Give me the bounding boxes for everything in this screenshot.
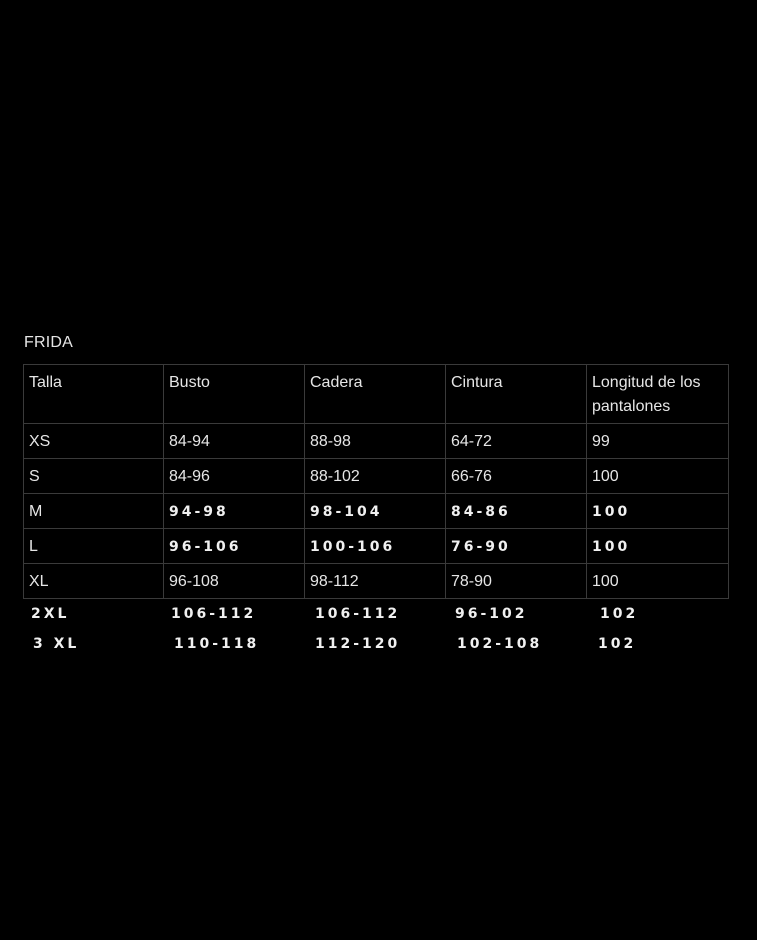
table-row	[24, 424, 729, 459]
chart-title: FRIDA	[24, 334, 73, 351]
table-row	[24, 529, 729, 564]
table-row	[24, 564, 729, 599]
cell-size: M	[24, 494, 164, 529]
cell-busto: 84-94	[164, 424, 305, 459]
cell-size: 2XL	[31, 606, 70, 622]
header-longitud: Longitud de los pantalones	[587, 365, 729, 424]
cell-longitud: 102	[598, 636, 637, 652]
cell-cadera: 98-112	[305, 564, 446, 599]
cell-cintura: 78-90	[446, 564, 587, 599]
cell-longitud: 99	[587, 424, 729, 459]
cell-cintura: 76-90	[446, 529, 587, 564]
cell-longitud: 100	[587, 494, 729, 529]
cell-busto: 96-108	[164, 564, 305, 599]
header-cintura: Cintura	[446, 365, 587, 424]
cell-cintura: 66-76	[446, 459, 587, 494]
table-row	[24, 494, 729, 529]
cell-busto: 96-106	[164, 529, 305, 564]
extra-row-2xl	[23, 606, 728, 632]
cell-cintura: 84-86	[446, 494, 587, 529]
cell-busto: 110-118	[174, 636, 260, 652]
size-table	[23, 364, 729, 599]
cell-longitud: 100	[587, 564, 729, 599]
cell-cadera: 100-106	[305, 529, 446, 564]
cell-longitud: 100	[587, 529, 729, 564]
header-busto: Busto	[164, 365, 305, 424]
extra-row-3xl	[23, 636, 728, 662]
header-cadera: Cadera	[305, 365, 446, 424]
cell-longitud: 100	[587, 459, 729, 494]
cell-cintura: 102-108	[457, 636, 543, 652]
cell-size: XS	[24, 424, 164, 459]
header-talla: Talla	[24, 365, 164, 424]
cell-longitud: 102	[600, 606, 639, 622]
cell-cadera: 88-98	[305, 424, 446, 459]
table-row	[24, 459, 729, 494]
cell-size: XL	[24, 564, 164, 599]
cell-cintura: 64-72	[446, 424, 587, 459]
cell-cadera: 98-104	[305, 494, 446, 529]
cell-size: S	[24, 459, 164, 494]
cell-busto: 94-98	[164, 494, 305, 529]
cell-size: 3 XL	[33, 636, 80, 652]
cell-cadera: 88-102	[305, 459, 446, 494]
cell-cadera: 112-120	[315, 636, 401, 652]
table-header-row	[24, 365, 729, 424]
cell-busto: 84-96	[164, 459, 305, 494]
cell-busto: 106-112	[171, 606, 257, 622]
cell-size: L	[24, 529, 164, 564]
cell-cadera: 106-112	[315, 606, 401, 622]
cell-cintura: 96-102	[455, 606, 528, 622]
